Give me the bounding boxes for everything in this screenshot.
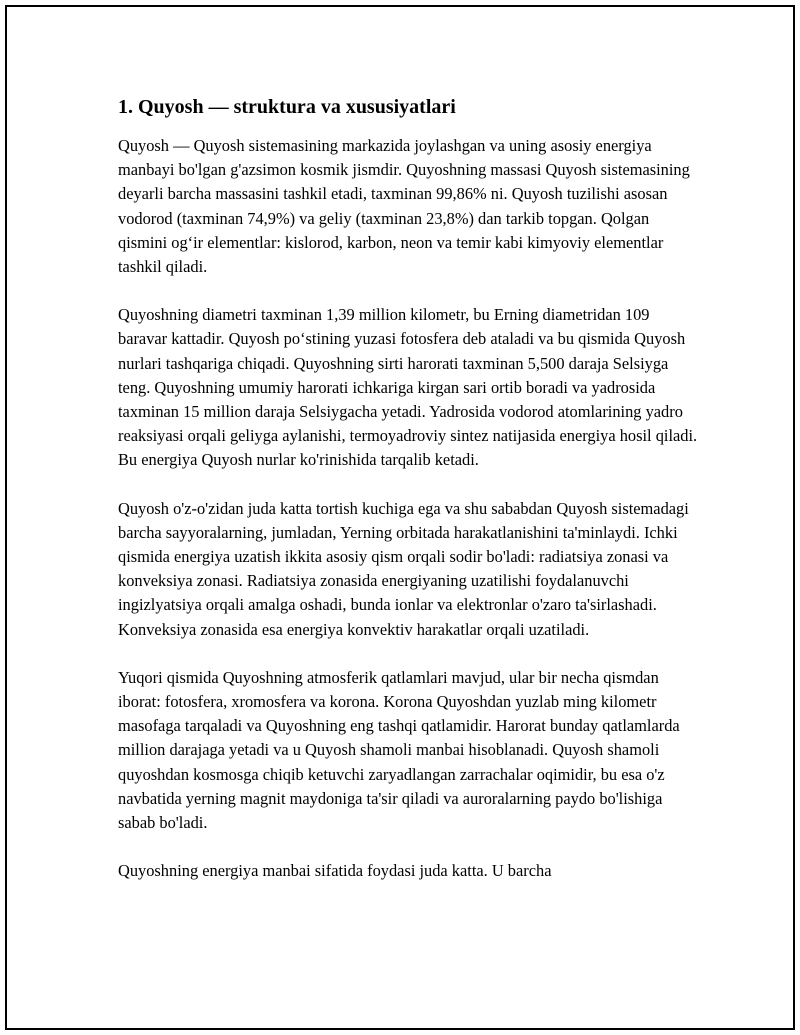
paragraph-diameter-temperature: Quyoshning diametri taxminan 1,39 million kilometr, bu Erning diametridan 109 baravar kattadir. Quyosh po‘stining yuzasi fotosfera deb ataladi va bu qismida Quyosh nurlari tashqariga chiqadi. Quyoshning sirti harorati taxminan 5,500 daraja Selsiyga teng. Quyoshning umumiy harorati ichkariga kirgan sari ortib boradi va yadrosida taxminan 15 million daraja Selsiygacha yetadi. Yadrosida vodorod atomlarining yadro reaksiyasi orqali geliyga aylanishi, termoyadroviy sintez natijasida energiya hosil qiladi. Bu energiya Quyosh nurlar ko'rinishida tarqalib ketadi.	[118, 305, 698, 470]
paragraph-energy-source: Quyoshning energiya manbai sifatida foydasi juda katta. U barcha	[118, 861, 552, 881]
paragraph-atmosphere: Yuqori qismida Quyoshning atmosferik qatlamlari mavjud, ular bir necha qismdan iborat: fotosfera, xromosfera va korona. Korona Quyoshdan yuzlab ming kilometr masofaga tarqaladi va Quyoshning eng tashqi qatlamidir. Harorat bunday qatlamlarda million darajaga yetadi va u Quyosh shamoli manbai hisoblanadi. Quyosh shamoli quyoshdan kosmosga chiqib ketuvchi zaryadlangan zarrachalar oqimidir, bu esa o'z navbatida yerning magnit maydoniga ta'sir qiladi va auroralarning paydo bo'lishiga sabab bo'ladi.	[118, 667, 680, 833]
document-body	[118, 94, 698, 907]
section-heading: 1. Quyosh — struktura va xususiyatlari	[118, 96, 456, 118]
paragraph-composition: Quyosh — Quyosh sistemasining markazida joylashgan va uning asosiy energiya manbayi bo'lgan g'azsimon kosmik jismdir. Quyoshning massasi Quyosh sistemasining deyarli barcha massasini tashkil etadi, taxminan 99,86% ni. Quyosh tuzilishi asosan vodorod (taxminan 74,9%) va geliy (taxminan 23,8%) dan tarkib topgan. Qolgan qismini og‘ir elementlar: kislorod, karbon, neon va temir kabi kimyoviy elementlar tashkil qiladi.	[118, 136, 690, 277]
paragraph-gravity-energy-transfer: Quyosh o'z-o'zidan juda katta tortish kuchiga ega va shu sababdan Quyosh sistemadagi barcha sayyoralarning, jumladan, Yerning orbitada harakatlanishini ta'minlaydi. Ichki qismida energiya uzatish ikkita asosiy qism orqali sodir bo'ladi: radiatsiya zonasi va konveksiya zonasi. Radiatsiya zonasida energiyaning uzatilishi foydalanuvchi ingizlyatsiya orqali amalga oshadi, bunda ionlar va elektronlar o'zaro ta'sirlashadi. Konveksiya zonasida esa energiya konvektiv harakatlar orqali uzatiladi.	[118, 498, 689, 639]
